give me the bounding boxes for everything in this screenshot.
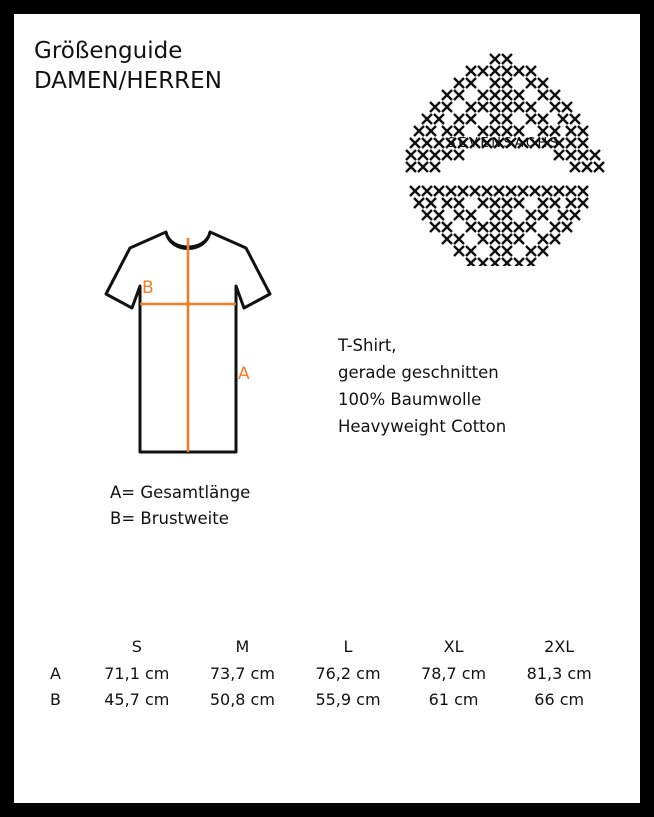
table-header-xl: XL (443, 636, 464, 656)
cell-a-m: 73,7 cm (209, 663, 275, 683)
table-header-row (46, 632, 612, 660)
page-title-line2: DAMEN/HERREN (34, 68, 222, 94)
size-guide-page (14, 14, 640, 803)
cell-a-xl: 78,7 cm (421, 663, 487, 683)
tshirt-icon (58, 212, 318, 462)
description-line2: gerade geschnitten (338, 363, 499, 382)
cell-a-l: 76,2 cm (315, 663, 381, 683)
description-line1: T-Shirt, (338, 336, 397, 355)
row-label-a: A (50, 663, 61, 683)
description-line3: 100% Baumwolle (338, 390, 482, 409)
measurement-legend (110, 480, 250, 532)
row-label-b: B (50, 689, 61, 709)
table-header-2xl: 2XL (544, 636, 575, 656)
measurement-label-a: A (238, 364, 250, 384)
cell-b-l: 55,9 cm (315, 689, 381, 709)
legend-line-b: B= Brustweite (110, 509, 229, 528)
size-table (46, 632, 612, 712)
cell-b-m: 50,8 cm (209, 689, 275, 709)
page-title (34, 36, 222, 96)
table-row (46, 686, 612, 712)
page-title-line1: Größenguide (34, 38, 183, 64)
table-header-l: L (343, 636, 353, 656)
cell-a-2xl: 81,3 cm (526, 663, 592, 683)
table-row (46, 660, 612, 686)
cell-b-2xl: 66 cm (534, 689, 585, 709)
table-header-s: S (131, 636, 142, 656)
brand-logo (386, 30, 622, 266)
cell-b-xl: 61 cm (428, 689, 479, 709)
description-line4: Heavyweight Cotton (338, 417, 507, 436)
legend-line-a: A= Gesamtlänge (110, 483, 251, 502)
product-description (338, 332, 506, 440)
tshirt-diagram (58, 212, 318, 462)
cell-b-s: 45,7 cm (104, 689, 170, 709)
table-header-corner (46, 632, 84, 660)
table-header-m: M (235, 636, 250, 656)
cell-a-s: 71,1 cm (104, 663, 170, 683)
brand-wordmark: SEVENSACHS (447, 136, 561, 151)
measurement-label-b: B (142, 278, 154, 298)
